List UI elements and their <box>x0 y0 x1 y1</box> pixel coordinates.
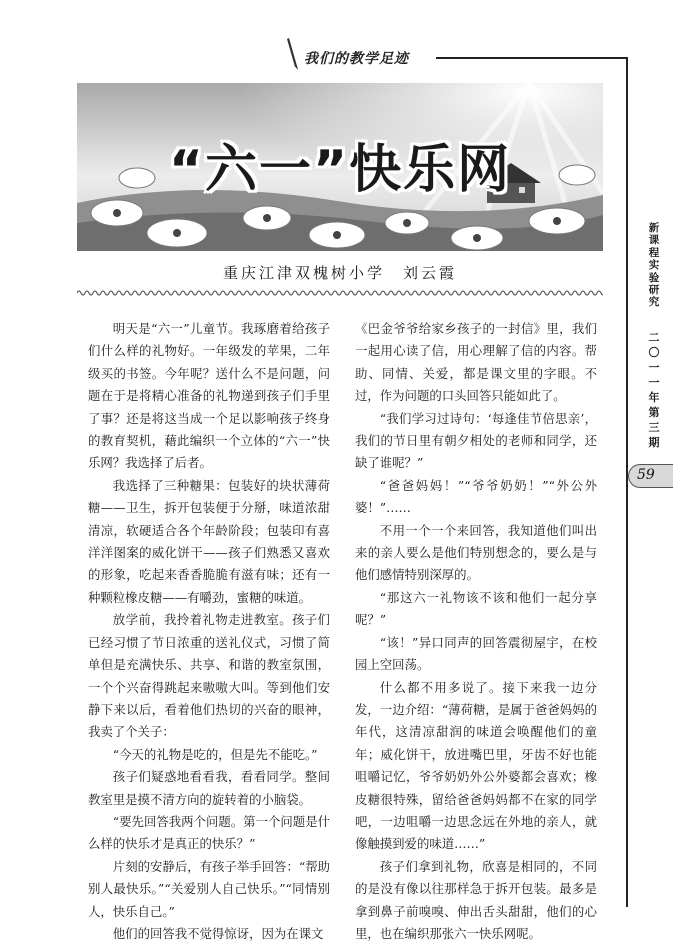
journal-char: 验 <box>648 271 660 284</box>
paragraph: 孩子们拿到礼物，欣喜是相同的，不同的是没有像以往那样急于拆开包装。最多是拿到鼻子前嗅嗅、伸出舌头甜甜，他们的心里，也在编织那张六一快乐网呢。 <box>355 858 597 941</box>
journal-char: 研 <box>648 284 660 297</box>
date-char: 〇 <box>648 346 660 359</box>
margin-rule <box>626 57 628 907</box>
date-char: 第 <box>648 406 660 419</box>
page-number-badge <box>628 464 673 488</box>
paragraph-continued: 《巴金爷爷给家乡孩子的一封信》里，我们一起用心读了信，用心理解了信的内容。帮助、同情、关爱，都是课文里的字眼。不过，作为问题的口头回答只能如此了。 <box>355 321 597 404</box>
journal-name-vertical <box>628 222 680 309</box>
wavy-divider <box>77 289 603 297</box>
article-title: “六一”快乐网 <box>168 140 512 200</box>
paragraph: “今天的礼物是吃的，但是先不能吃。” <box>112 746 318 762</box>
paragraph: 他们的回答我不觉得惊讶，因为在课文 <box>112 925 324 941</box>
title-banner <box>77 83 603 251</box>
section-title: 我们的教学足迹 <box>304 51 409 67</box>
paragraph: 放学前，我拎着礼物走进教室。孩子们已经习惯了节日浓重的送礼仪式，习惯了简单但是充满快乐、共享、和谐的教室氛围，一个个兴奋得跳起来嗷嗷大叫。等到他们安静下来以后，看着他们热切的兴奋的眼神，我卖了个关子： <box>88 612 330 740</box>
date-char: 一 <box>648 361 660 374</box>
paragraph: 不用一个一个来回答，我知道他们叫出来的亲人要么是他们特别想念的，要么是与他们感情特别深厚的。 <box>355 522 597 583</box>
paragraph: “爸爸妈妈！”“爷爷奶奶！”“外公外婆！”…… <box>355 477 597 516</box>
journal-char: 究 <box>648 296 660 309</box>
paragraph: “那这六一礼物该不该和他们一起分享呢？” <box>355 589 597 628</box>
paragraph: 什么都不用多说了。接下来我一边分发，一边介绍：“薄荷糖，是属于爸爸妈妈的年代，这清凉甜润的味道会唤醒他们的童年；威化饼干，放进嘴巴里，牙齿不好也能咀嚼记忆，爷爷奶奶外公外婆都会喜欢；橡皮糖很特殊，留给爸爸妈妈都不在家的同学吧，一边咀嚼一边思念远在外地的亲人，就像触摸到爱的味道……” <box>355 679 597 852</box>
header-rule <box>436 57 626 59</box>
paragraph: “我们学习过诗句：‘每逢佳节倍思亲’，我们的节日里有朝夕相处的老师和同学，还缺了谁呢？” <box>355 410 597 471</box>
author-byline: 重庆江津双槐树小学 刘云霞 <box>222 264 457 282</box>
journal-char: 新 <box>648 222 660 234</box>
paragraph: 孩子们疑惑地看看我，看看同学。整间教室里是摸不清方向的旋转着的小脑袋。 <box>88 769 330 807</box>
journal-char: 实 <box>648 259 660 272</box>
date-char: 三 <box>648 421 660 434</box>
journal-char: 程 <box>648 246 660 259</box>
paragraph: 片刻的安静后，有孩子举手回答：“帮助别人最快乐。”“关爱别人自己快乐。”“同情别人，快乐自己。” <box>88 858 330 919</box>
date-char: 一 <box>648 376 660 389</box>
article-column-right <box>355 318 597 945</box>
paragraph: “要先回答我两个问题。第一个问题是什么样的快乐才是真正的快乐？” <box>88 813 330 852</box>
paragraph: 明天是“六一”儿童节。我琢磨着给孩子们什么样的礼物好。一年级发的苹果，二年级买的书签。今年呢？送什么不是问题，问题在于是将精心准备的礼物递到孩子们手里了事？还是将这当成一个足以影响孩子终身的教育契机，藉此编织一个立体的“六一”快乐网？我选择了后者。 <box>88 321 330 471</box>
article-column-left <box>88 318 330 945</box>
pen-icon <box>286 36 300 70</box>
date-char: 二 <box>648 331 660 344</box>
page-number: 59 <box>637 467 655 483</box>
issue-date-vertical <box>628 330 680 450</box>
paragraph: 我选择了三种糖果：包装好的块状薄荷糖——卫生，拆开包装便于分掰，味道浓甜清凉，软硬适合各个年龄阶段；包装印有喜洋洋图案的威化饼干——孩子们熟悉又喜欢的形象，吃起来香香脆脆有滋有味；还有一种颗粒橡皮糖——有嚼劲，蜜糖的味道。 <box>88 477 330 605</box>
date-char: 年 <box>648 391 660 404</box>
journal-char: 课 <box>648 234 660 247</box>
date-char: 期 <box>648 436 660 449</box>
paragraph: “该！”异口同声的回答震彻屋宇，在校园上空回荡。 <box>355 634 597 673</box>
